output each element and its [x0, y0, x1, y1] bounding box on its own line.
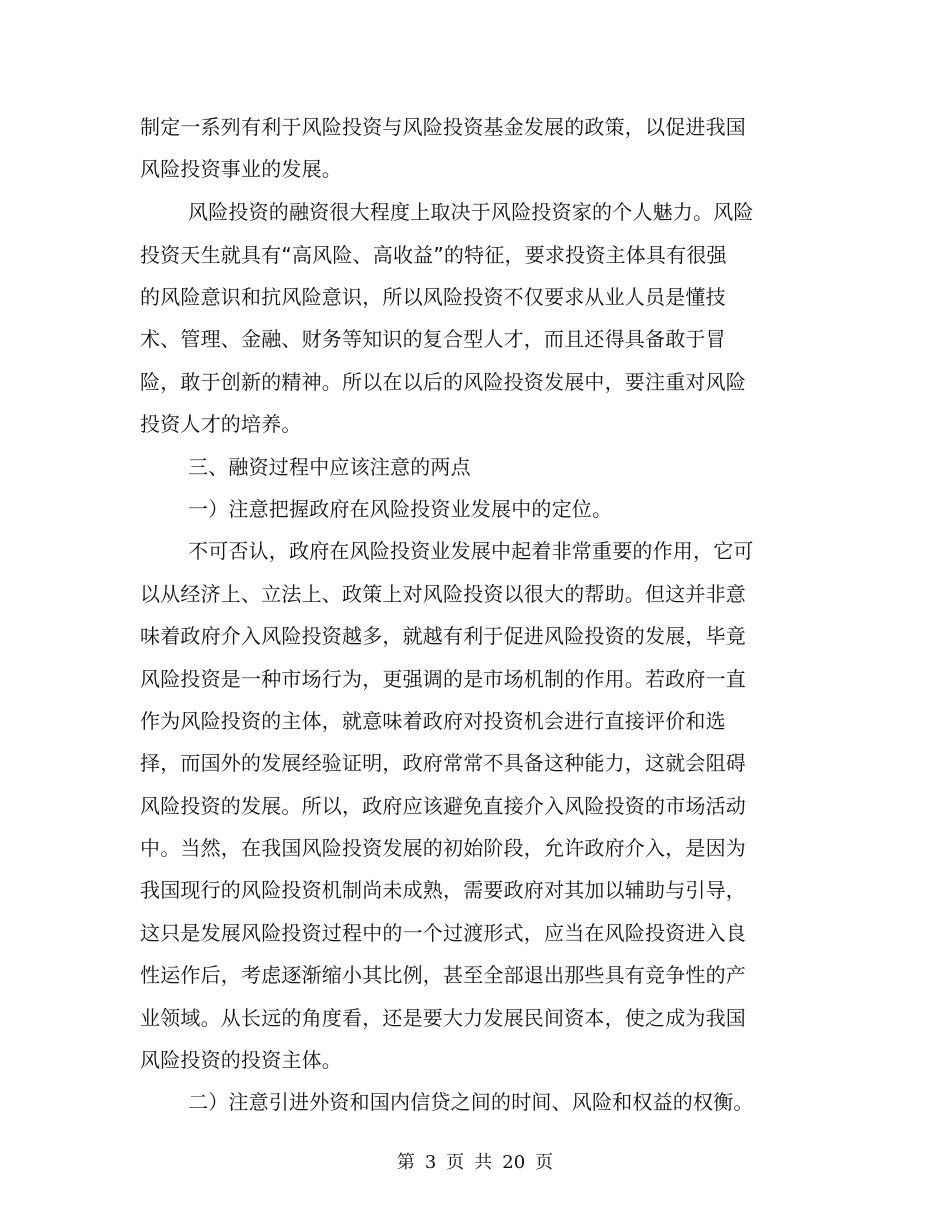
- text-line-16: 择，而国外的发展经验证明，政府常常不具备这种能力，这就会阻碍: [140, 751, 746, 775]
- subsection-heading-2: 二）注意引进外资和国内信贷之间的时间、风险和权益的权衡。: [188, 1090, 754, 1114]
- text-line-1: 制定一系列有利于风险投资与风险投资基金发展的政策，以促进我国: [140, 115, 746, 139]
- text-line-19: 我国现行的风险投资机制尚未成熟，需要政府对其加以辅助与引导，: [140, 878, 746, 902]
- text-line-6: 术、管理、金融、财务等知识的复合型人才，而且还得具备敢于冒: [140, 327, 726, 351]
- footer-total-prefix: 共: [474, 1152, 493, 1173]
- text-line-5: 的风险意识和抗风险意识，所以风险投资不仅要求从业人员是懂技: [140, 285, 726, 309]
- text-line-22: 业领域。从长远的角度看，还是要大力发展民间资本，使之成为我国: [140, 1006, 746, 1030]
- text-line-18: 中。当然，在我国风险投资发展的初始阶段，允许政府介入，是因为: [140, 836, 746, 860]
- text-line-2: 风险投资事业的发展。: [140, 157, 342, 181]
- footer-suffix: 页: [535, 1152, 554, 1173]
- text-line-4: 投资天生就具有“高风险、高收益”的特征，要求投资主体具有很强: [140, 243, 727, 267]
- text-line-3: 风险投资的融资很大程度上取决于风险投资家的个人魅力。风险: [188, 200, 754, 224]
- text-line-7: 险，敢于创新的精神。所以在以后的风险投资发展中，要注重对风险: [140, 370, 746, 394]
- footer-total-pages: 20: [502, 1152, 526, 1173]
- text-line-20: 这只是发展风险投资过程中的一个过渡形式，应当在风险投资进入良: [140, 921, 746, 945]
- footer-prefix: 第: [396, 1152, 415, 1173]
- text-line-21: 性运作后，考虑逐渐缩小其比例，甚至全部退出那些具有竞争性的产: [140, 963, 746, 987]
- footer-current-page: 3: [424, 1152, 437, 1173]
- text-line-17: 风险投资的发展。所以，政府应该避免直接介入风险投资的市场活动: [140, 794, 746, 818]
- footer-page-word: 页: [446, 1152, 465, 1173]
- section-heading: 三、融资过程中应该注意的两点: [188, 455, 471, 479]
- text-line-8: 投资人才的培养。: [140, 412, 302, 436]
- text-line-15: 作为风险投资的主体，就意味着政府对投资机会进行直接评价和选: [140, 709, 726, 733]
- text-line-23: 风险投资的投资主体。: [140, 1048, 342, 1072]
- text-line-14: 风险投资是一种市场行为，更强调的是市场机制的作用。若政府一直: [140, 667, 746, 691]
- text-line-12: 以从经济上、立法上、政策上对风险投资以很大的帮助。但这并非意: [140, 582, 746, 606]
- text-line-13: 味着政府介入风险投资越多，就越有利于促进风险投资的发展，毕竟: [140, 624, 746, 648]
- subsection-heading-1: 一）注意把握政府在风险投资业发展中的定位。: [188, 497, 613, 521]
- text-line-11: 不可否认，政府在风险投资业发展中起着非常重要的作用，它可: [188, 539, 754, 563]
- page-footer: [0, 1152, 950, 1174]
